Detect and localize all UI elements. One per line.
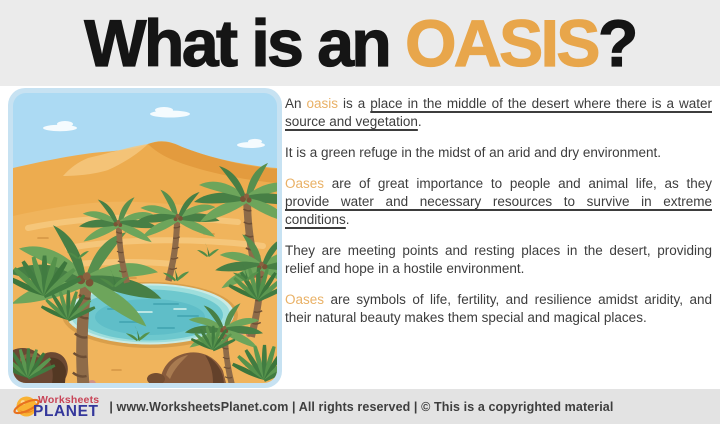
text-segment: are of great importance to people and animal life, as they — [324, 176, 712, 191]
page-title — [84, 6, 636, 80]
text-segment: place in the middle of the desert where there is a water source and vegetation — [285, 96, 712, 129]
paragraph-meeting-points — [285, 242, 712, 278]
text-segment: oasis — [306, 96, 339, 111]
copyright-text: | www.WorksheetsPlanet.com | All rights reserved | © This is a copyrighted material — [109, 399, 614, 414]
text-segment: are symbols of life, fertility, and resilience amidst aridity, and their natural beauty makes them special and magical places. — [285, 292, 712, 325]
paragraph-symbols — [285, 291, 712, 327]
text-segment: An — [285, 96, 307, 111]
worksheets-planet-logo — [13, 393, 99, 420]
text-segment: It is a green refuge in the midst of an arid and dry environment. — [285, 145, 661, 160]
text-segment: ? — [597, 6, 636, 80]
footer-bar — [0, 389, 720, 424]
definition-text — [285, 95, 712, 340]
logo-text — [33, 395, 99, 419]
paragraph-definition — [285, 95, 712, 131]
oasis-illustration — [8, 88, 282, 388]
text-segment: OASIS — [405, 6, 598, 80]
text-segment: Oases — [285, 292, 325, 307]
logo-planet-text: PLANET — [33, 402, 99, 420]
text-segment: is a — [338, 96, 371, 111]
text-segment: They are meeting points and resting places in the desert, providing relief and hope in a hostile environment. — [285, 243, 712, 276]
text-segment: . — [345, 212, 350, 227]
title-band — [0, 0, 720, 86]
paragraph-refuge — [285, 144, 712, 162]
paragraph-importance — [285, 175, 712, 229]
logo-worksheets-text: Worksheets — [38, 393, 100, 406]
text-segment: provide water and necessary resources to survive in extreme conditions — [285, 194, 712, 227]
text-segment: Oases — [285, 176, 325, 191]
text-segment: What is an — [84, 6, 406, 80]
text-segment: . — [417, 114, 422, 129]
